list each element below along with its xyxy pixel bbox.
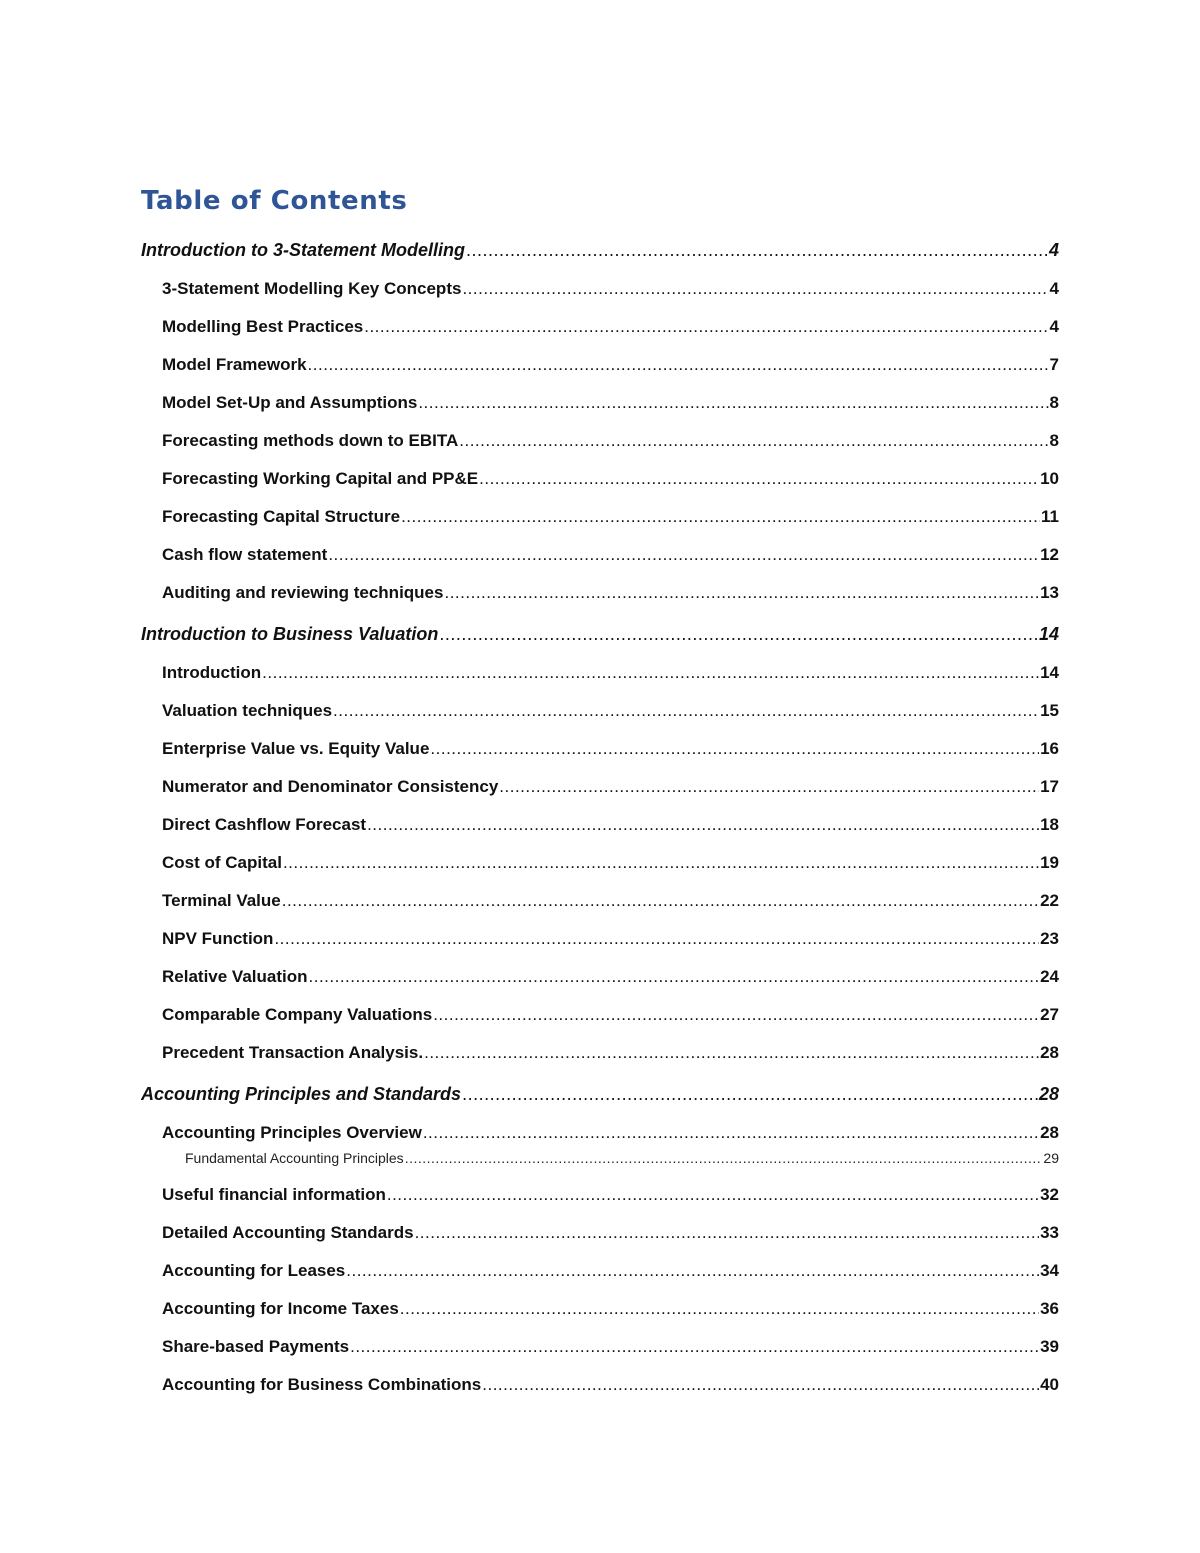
toc-entry-label: Useful financial information <box>162 1185 386 1204</box>
toc-entry-level-2[interactable] <box>162 1261 1059 1285</box>
dot-leader <box>482 1375 1039 1395</box>
toc-entry-level-2[interactable] <box>162 1005 1059 1029</box>
toc-entry-level-2[interactable] <box>162 853 1059 877</box>
toc-entry-label: Terminal Value <box>162 891 281 910</box>
toc-entry-label: Valuation techniques <box>162 701 333 720</box>
toc-entry-level-2[interactable] <box>162 583 1059 607</box>
toc-entry-label: Direct Cashflow Forecast <box>162 815 367 834</box>
toc-entry-level-2[interactable] <box>162 317 1059 341</box>
dot-leader <box>401 507 1040 527</box>
dot-leader <box>364 317 1048 337</box>
dot-leader <box>499 777 1039 797</box>
toc-entry-page-number: 4 <box>1048 240 1059 260</box>
toc-entry-label: Fundamental Accounting Principles <box>185 1150 404 1166</box>
toc-entry-level-2[interactable] <box>162 469 1059 493</box>
dot-leader <box>282 891 1039 911</box>
toc-entry-label: Relative Valuation <box>162 967 308 986</box>
dot-leader <box>459 431 1048 451</box>
toc-entry-page-number: 13 <box>1040 583 1059 602</box>
toc-entry-level-2[interactable] <box>162 739 1059 763</box>
toc-entry-label: 3-Statement Modelling Key Concepts <box>162 279 462 298</box>
dot-leader <box>387 1185 1039 1205</box>
dot-leader <box>466 240 1048 261</box>
toc-entry-page-number: 16 <box>1040 739 1059 758</box>
toc-entry-label: NPV Function <box>162 929 274 948</box>
dot-leader <box>309 967 1040 987</box>
toc-entry-page-number: 15 <box>1040 701 1059 720</box>
toc-entry-label: Forecasting Working Capital and PP&E <box>162 469 479 488</box>
dot-leader <box>350 1337 1039 1357</box>
toc-entry-label: Detailed Accounting Standards <box>162 1223 414 1242</box>
toc-entry-level-2[interactable] <box>162 1123 1059 1147</box>
toc-entry-page-number: 14 <box>1040 663 1059 682</box>
toc-entry-level-2[interactable] <box>162 891 1059 915</box>
dot-leader <box>333 701 1039 721</box>
dot-leader <box>367 815 1039 835</box>
toc-entry-page-number: 22 <box>1040 891 1059 910</box>
dot-leader <box>423 1123 1039 1143</box>
toc-title: Table of Contents <box>141 186 408 216</box>
toc-entry-page-number: 19 <box>1040 853 1059 872</box>
toc-entry-page-number: 17 <box>1040 777 1059 796</box>
toc-entry-level-3[interactable] <box>185 1150 1059 1168</box>
toc-entry-label: Introduction <box>162 663 262 682</box>
dot-leader <box>262 663 1039 683</box>
toc-entry-page-number: 28 <box>1040 1123 1059 1142</box>
dot-leader <box>424 1043 1039 1063</box>
toc-entry-label: Accounting for Leases <box>162 1261 346 1280</box>
toc-entry-label: Enterprise Value vs. Equity Value <box>162 739 430 758</box>
toc-entry-level-2[interactable] <box>162 929 1059 953</box>
toc-entry-level-1[interactable] <box>141 1084 1059 1108</box>
toc-entry-level-2[interactable] <box>162 967 1059 991</box>
toc-entry-page-number: 10 <box>1040 469 1059 488</box>
dot-leader <box>346 1261 1039 1281</box>
toc-entry-label: Modelling Best Practices <box>162 317 364 336</box>
dot-leader <box>462 1084 1038 1105</box>
toc-entry-page-number: 12 <box>1040 545 1059 564</box>
toc-entry-page-number: 40 <box>1040 1375 1059 1394</box>
toc-entry-level-2[interactable] <box>162 1223 1059 1247</box>
toc-entry-label: Model Set-Up and Assumptions <box>162 393 418 412</box>
dot-leader <box>439 624 1038 645</box>
toc-entry-page-number: 39 <box>1040 1337 1059 1356</box>
toc-entry-label: Cash flow statement <box>162 545 328 564</box>
toc-entry-label: Share-based Payments <box>162 1337 350 1356</box>
toc-entry-page-number: 34 <box>1040 1261 1059 1280</box>
dot-leader <box>433 1005 1039 1025</box>
dot-leader <box>400 1299 1039 1319</box>
dot-leader <box>328 545 1039 565</box>
dot-leader <box>479 469 1039 489</box>
dot-leader <box>415 1223 1040 1243</box>
toc-entry-level-2[interactable] <box>162 777 1059 801</box>
toc-entry-page-number: 4 <box>1049 317 1059 336</box>
toc-entry-level-2[interactable] <box>162 1043 1059 1067</box>
toc-entry-label: Introduction to Business Valuation <box>141 624 439 644</box>
toc-entry-page-number: 29 <box>1043 1150 1059 1166</box>
toc-entry-page-number: 23 <box>1040 929 1059 948</box>
dot-leader <box>405 1150 1043 1166</box>
dot-leader <box>308 355 1049 375</box>
toc-entry-page-number: 18 <box>1040 815 1059 834</box>
toc-entry-page-number: 28 <box>1038 1084 1059 1104</box>
toc-entry-page-number: 27 <box>1040 1005 1059 1024</box>
toc-entry-page-number: 7 <box>1049 355 1059 374</box>
toc-entry-label: Introduction to 3-Statement Modelling <box>141 240 465 260</box>
toc-entry-page-number: 28 <box>1040 1043 1059 1062</box>
dot-leader <box>430 739 1039 759</box>
toc-entry-label: Comparable Company Valuations <box>162 1005 433 1024</box>
toc-entry-level-2[interactable] <box>162 1375 1059 1399</box>
dot-leader <box>418 393 1048 413</box>
toc-entry-label: Accounting for Income Taxes <box>162 1299 399 1318</box>
toc-entry-label: Accounting Principles Overview <box>162 1123 422 1142</box>
toc-entry-level-1[interactable] <box>141 624 1059 648</box>
toc-entry-level-1[interactable] <box>141 240 1059 264</box>
toc-entry-label: Cost of Capital <box>162 853 282 872</box>
toc-entry-label: Numerator and Denominator Consistency <box>162 777 499 796</box>
dot-leader <box>462 279 1048 299</box>
dot-leader <box>274 929 1039 949</box>
toc-entry-label: Model Framework <box>162 355 307 374</box>
toc-entry-page-number: 4 <box>1049 279 1059 298</box>
toc-entry-level-2[interactable] <box>162 279 1059 303</box>
toc-entry-page-number: 14 <box>1038 624 1059 644</box>
toc-entry-level-2[interactable] <box>162 1337 1059 1361</box>
toc-entry-level-2[interactable] <box>162 1299 1059 1323</box>
toc-entry-page-number: 11 <box>1041 507 1059 526</box>
toc-entry-level-2[interactable] <box>162 701 1059 725</box>
toc-entry-label: Forecasting Capital Structure <box>162 507 401 526</box>
toc-entry-page-number: 32 <box>1040 1185 1059 1204</box>
toc-entry-level-2[interactable] <box>162 431 1059 455</box>
dot-leader <box>444 583 1039 603</box>
toc-entry-label: Precedent Transaction Analysis. <box>162 1043 424 1062</box>
toc-entry-level-2[interactable] <box>162 507 1059 531</box>
toc-entry-label: Accounting for Business Combinations <box>162 1375 482 1394</box>
toc-entry-level-2[interactable] <box>162 545 1059 569</box>
toc-entry-page-number: 33 <box>1040 1223 1059 1242</box>
toc-entry-level-2[interactable] <box>162 355 1059 379</box>
toc-entry-page-number: 24 <box>1040 967 1059 986</box>
dot-leader <box>283 853 1039 873</box>
toc-entry-level-2[interactable] <box>162 393 1059 417</box>
toc-entry-page-number: 8 <box>1049 393 1059 412</box>
toc-entry-level-2[interactable] <box>162 663 1059 687</box>
toc-entry-page-number: 8 <box>1049 431 1059 450</box>
toc-entry-label: Auditing and reviewing techniques <box>162 583 444 602</box>
toc-entry-label: Forecasting methods down to EBITA <box>162 431 459 450</box>
toc-entry-page-number: 36 <box>1040 1299 1059 1318</box>
toc-entry-label: Accounting Principles and Standards <box>141 1084 462 1104</box>
toc-entry-level-2[interactable] <box>162 815 1059 839</box>
toc-entry-level-2[interactable] <box>162 1185 1059 1209</box>
